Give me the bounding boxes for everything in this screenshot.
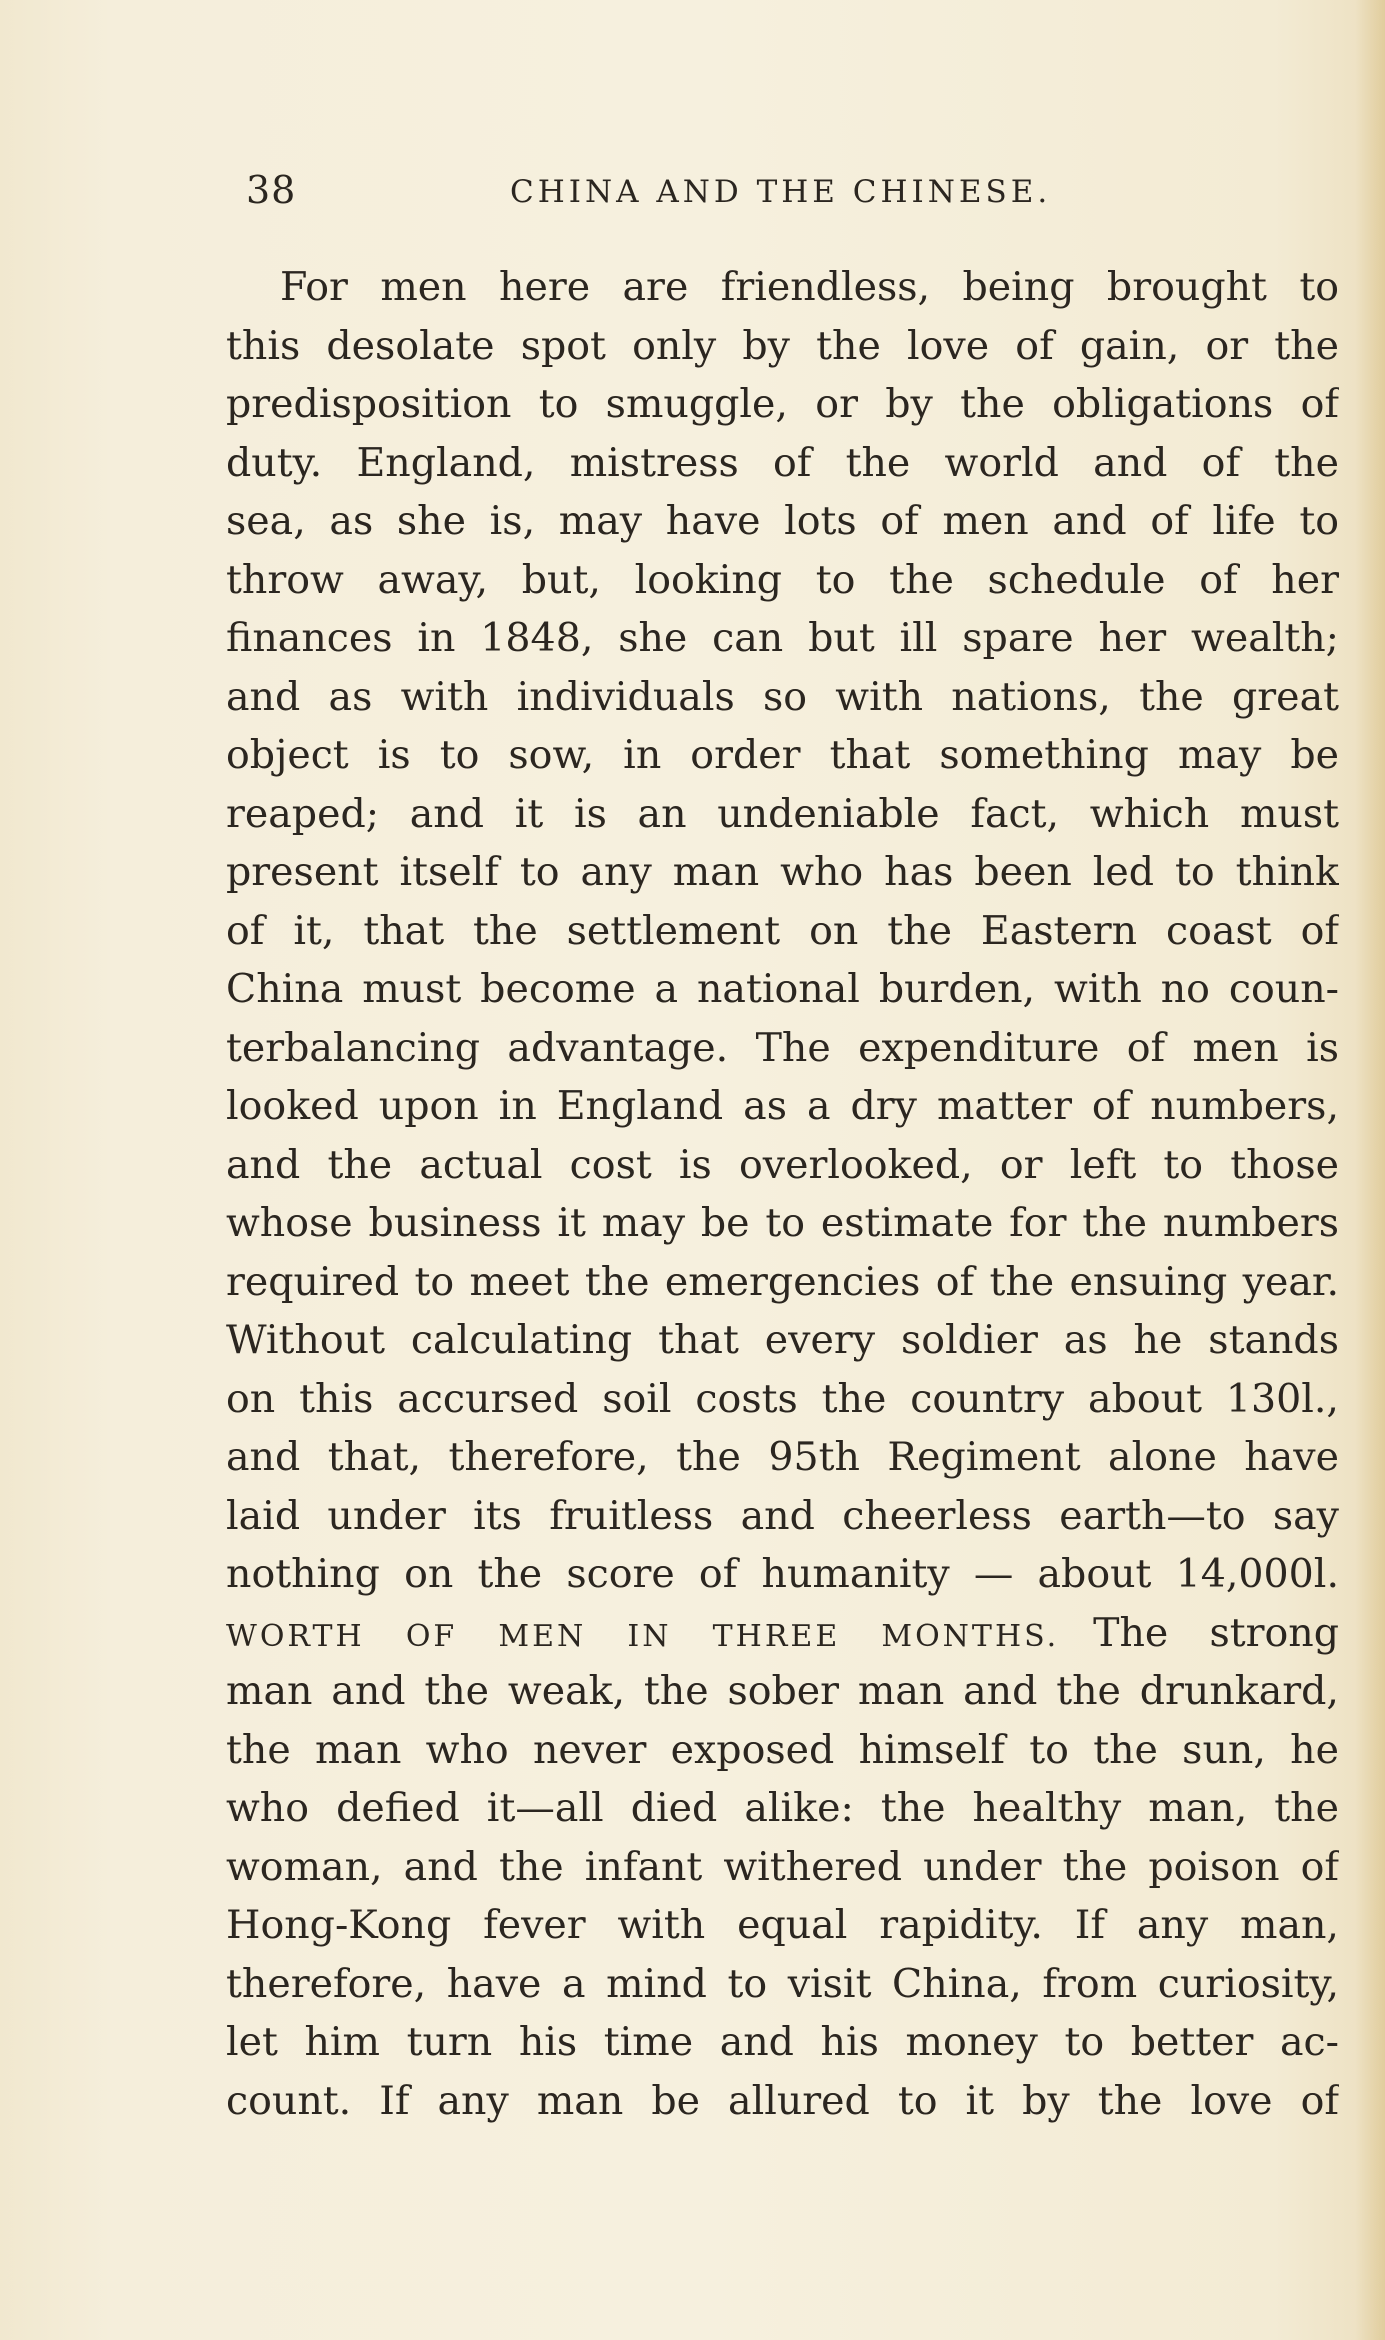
text-line: laid under its fruitless and cheerless earth—to say: [226, 1492, 1339, 1539]
text-line: therefore, have a mind to visit China, from curiosity,: [226, 1960, 1339, 2007]
text-line: present itself to any man who has been led to think: [226, 849, 1339, 895]
text-line: woman, and the infant withered under the poison of: [226, 1843, 1339, 1890]
text-line: predisposition to smuggle, or by the obligations of: [226, 381, 1339, 427]
text-line: throw away, but, looking to the schedule of her: [226, 556, 1339, 603]
text-line: Hong-Kong fever with equal rapidity. If any man,: [226, 1902, 1339, 1948]
text-line: on this accursed soil costs the country about 130l.,: [226, 1375, 1339, 1422]
text-line: who defied it—all died alike: the healthy man, the: [226, 1785, 1339, 1831]
text-line: man and the weak, the sober man and the drunkard,: [226, 1668, 1339, 1714]
text-line: required to meet the emergencies of the ensuing year.: [226, 1258, 1339, 1305]
text-line: China must become a national burden, with no coun-: [226, 966, 1339, 1012]
text-line-smallcaps: [226, 1604, 1339, 1663]
text-line: the man who never exposed himself to the sun, he: [226, 1726, 1339, 1773]
text-line: of it, that the settlement on the Eastern coast of: [226, 907, 1339, 954]
text-line: count. If any man be allured to it by the love of: [226, 2077, 1339, 2124]
text-line: and that, therefore, the 95th Regiment alone have: [226, 1434, 1339, 1480]
text-line: object is to sow, in order that something may be: [226, 732, 1339, 778]
body-text: [226, 258, 1339, 2130]
text-line: and the actual cost is overlooked, or left to those: [226, 1141, 1339, 1188]
text-line: this desolate spot only by the love of gain, or the: [226, 322, 1339, 369]
text-line: Without calculating that every soldier as he stands: [226, 1317, 1339, 1363]
text-line: terbalancing advantage. The expenditure of men is: [226, 1024, 1339, 1071]
text-line: finances in 1848, she can but ill spare her wealth;: [226, 615, 1339, 661]
text-line: let him turn his time and his money to better ac-: [226, 2019, 1339, 2065]
page-number: 38: [246, 168, 297, 212]
text-line: reaped; and it is an undeniable fact, which must: [226, 790, 1339, 837]
text-line: nothing on the score of humanity — about 14,000l.: [226, 1551, 1339, 1597]
text-line: whose business it may be to estimate for the numbers: [226, 1200, 1339, 1246]
page-header: [220, 168, 1340, 218]
smallcaps-line-rest: The strong: [1093, 1609, 1339, 1656]
smallcaps-phrase: WORTH OF MEN IN THREE MONTHS.: [226, 1618, 1060, 1654]
running-title: CHINA AND THE CHINESE.: [510, 174, 1052, 210]
text-line: For men here are friendless, being brought to: [280, 264, 1339, 310]
text-line: sea, as she is, may have lots of men and of life to: [226, 498, 1339, 544]
text-line: looked upon in England as a dry matter of numbers,: [226, 1083, 1339, 1129]
text-line: and as with individuals so with nations, the great: [226, 673, 1339, 720]
text-line: duty. England, mistress of the world and of the: [226, 439, 1339, 486]
page-edge-shadow: [1355, 0, 1385, 2340]
